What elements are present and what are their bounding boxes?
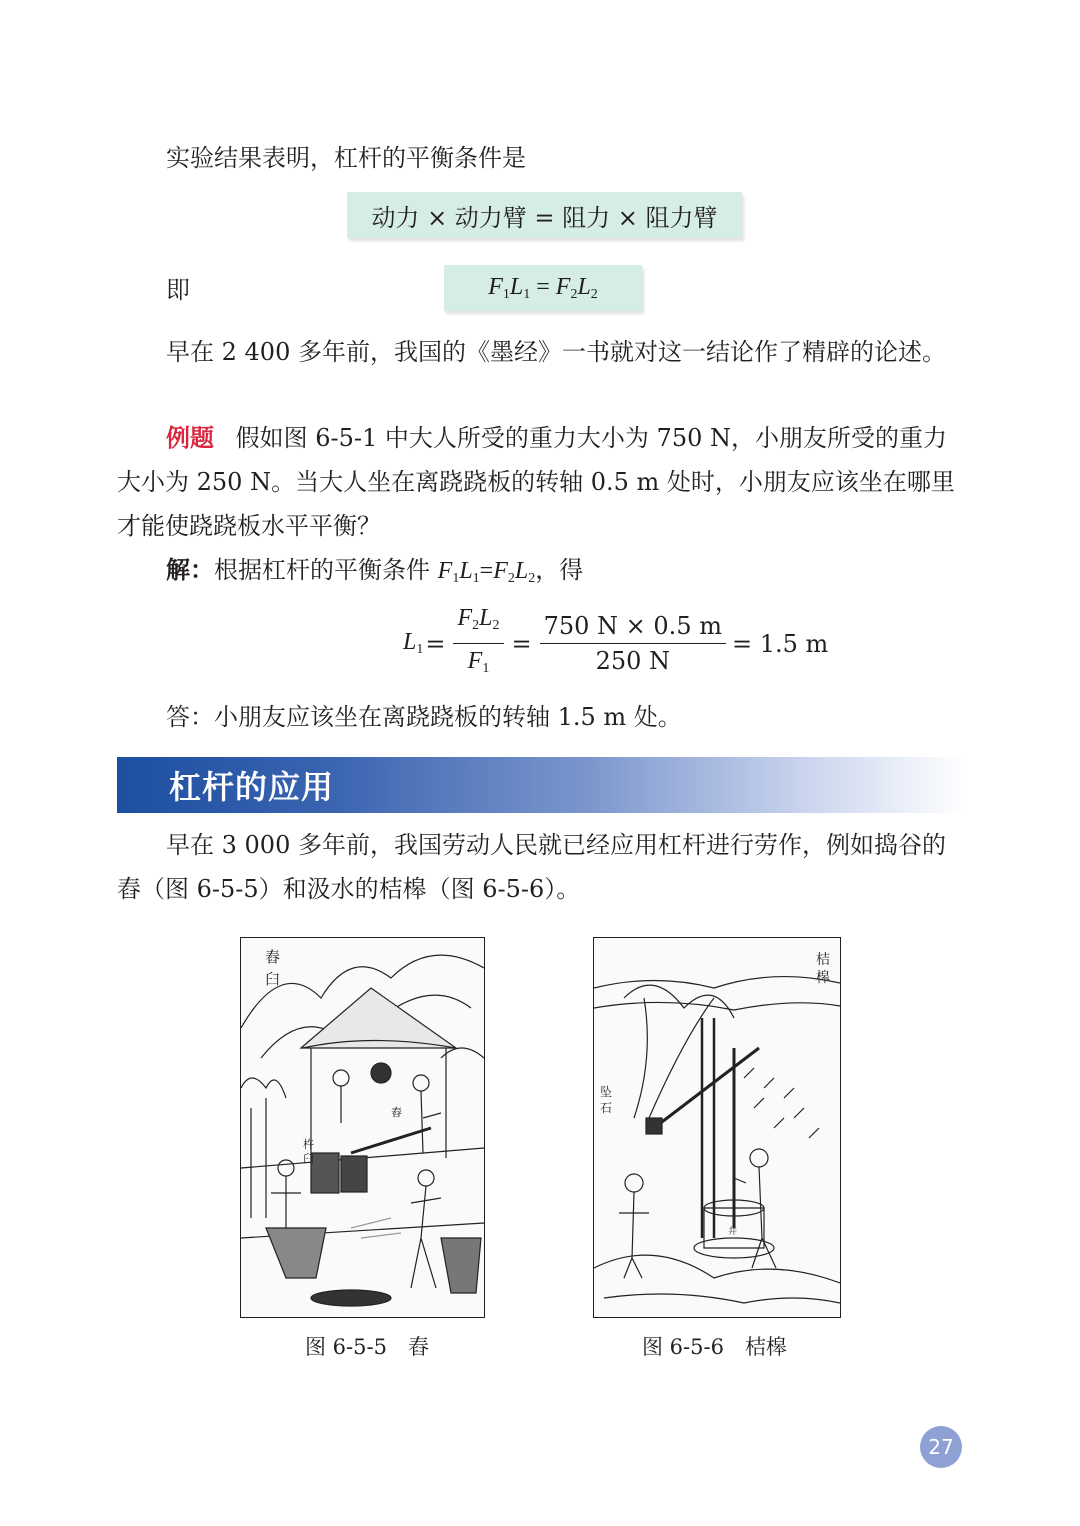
jiegao-label-1: 桔 xyxy=(816,952,830,968)
chong-label-1: 舂 xyxy=(265,948,281,966)
calculation: $L_1$ = $\frac{F_2L_2}{F_1}$ = $\frac{750 N \times 0.5 m}{250 N}$ = 1.5 m xyxy=(403,603,828,684)
application-line-2: 舂（图 6-5-5）和汲水的桔槔（图 6-5-6）。 xyxy=(117,875,581,903)
example-label: 例题 xyxy=(166,423,214,452)
chong-sub-label-3: 舂 xyxy=(391,1106,402,1119)
chong-sub-label-2: 臼 xyxy=(303,1152,314,1165)
chong-illustration xyxy=(241,938,484,1317)
solution-line: 解：根据杠杆的平衡条件 $F_1L_1=F_2L_2$，得 xyxy=(166,555,584,586)
jiegao-sub-label-2: 石 xyxy=(600,1101,613,1115)
solution-label: 解： xyxy=(166,555,214,584)
answer-text: 答：小朋友应该坐在离跷跷板的转轴 1.5 m 处。 xyxy=(166,703,682,731)
balance-condition-box xyxy=(347,192,742,238)
section-title: 杠杆的应用 xyxy=(169,768,335,806)
chong-sub-label-1: 杵 xyxy=(303,1138,314,1151)
formula-box xyxy=(444,265,642,311)
calc-result: = 1.5 m xyxy=(731,629,829,658)
example-line-2: 大小为 250 N。当大人坐在离跷跷板的转轴 0.5 m 处时，小朋友应该坐在哪里 xyxy=(117,468,955,496)
intro-text: 实验结果表明，杠杆的平衡条件是 xyxy=(166,144,526,172)
chong-label-2: 臼 xyxy=(265,970,281,988)
figure-jiegao xyxy=(593,937,841,1318)
application-line-1: 早在 3 000 多年前，我国劳动人民就已经应用杠杆进行劳作，例如捣谷的 xyxy=(166,831,946,859)
page-number-badge xyxy=(920,1426,962,1468)
fraction-symbolic: $\frac{F_2L_2}{F_1}$ xyxy=(453,603,503,684)
figure-chong xyxy=(240,937,485,1318)
history-text: 早在 2 400 多年前，我国的《墨经》一书就对这一结论作了精辟的论述。 xyxy=(166,338,946,366)
example-line-1: 例题 假如图 6-5-1 中大人所受的重力大小为 750 N，小朋友所受的重力 xyxy=(166,423,947,452)
page-number: 27 xyxy=(928,1435,954,1459)
ji-label: 即 xyxy=(166,276,190,304)
jiegao-sub-label-3: 井 xyxy=(728,1227,738,1237)
jiegao-label-2: 槔 xyxy=(816,970,830,986)
formula-text: $F_1L_1 = F_2L_2$ xyxy=(488,273,598,302)
example-line-3: 才能使跷跷板水平平衡？ xyxy=(117,512,381,540)
fraction-numeric: $\frac{750 N \times 0.5 m}{250 N}$ xyxy=(540,611,726,676)
figure-jiegao-caption: 图 6-5-6 桔槔 xyxy=(642,1335,787,1359)
jiegao-illustration xyxy=(594,938,840,1317)
balance-condition-text: 动力 × 动力臂 = 阻力 × 阻力臂 xyxy=(371,203,718,232)
jiegao-sub-label-1: 坠 xyxy=(600,1085,613,1099)
section-banner xyxy=(117,757,965,813)
figure-chong-caption: 图 6-5-5 舂 xyxy=(305,1335,429,1359)
